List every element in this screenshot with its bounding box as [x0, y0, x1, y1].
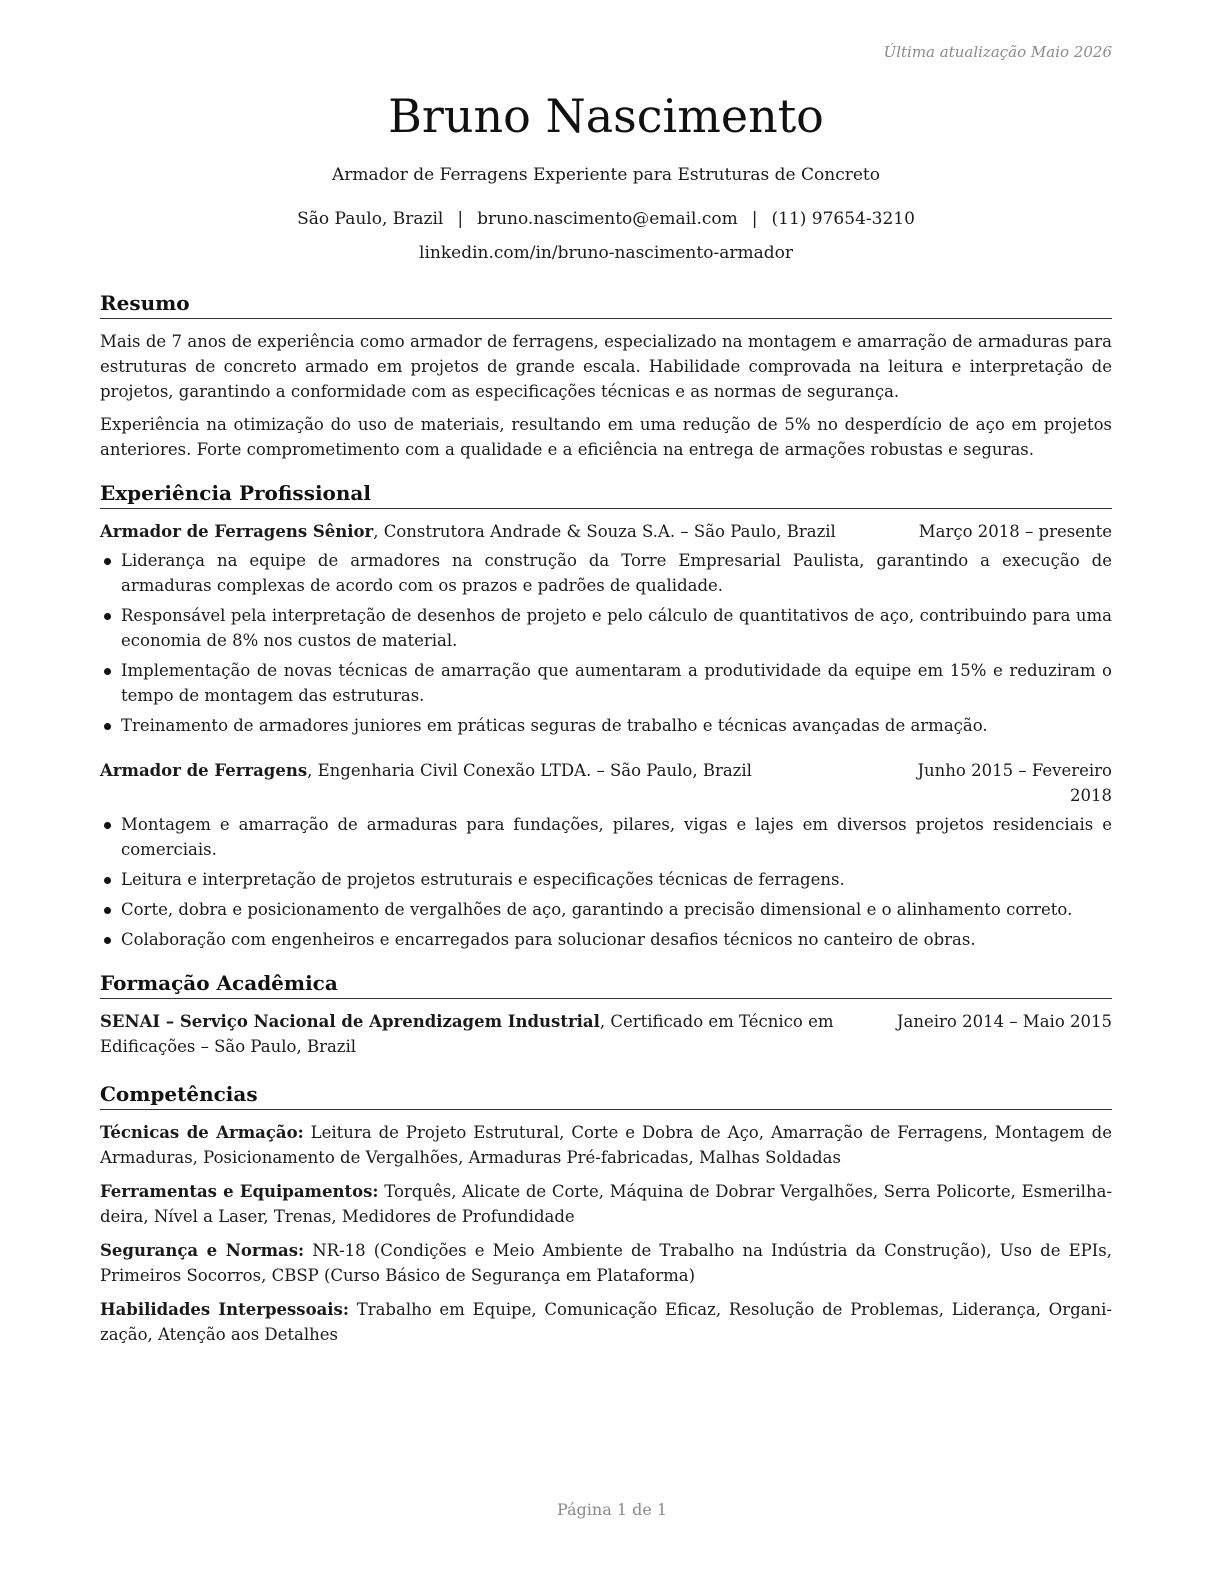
location: São Paulo, Brazil: [297, 209, 444, 229]
skill-label: Segurança e Normas:: [100, 1241, 305, 1260]
education-dates: Janeiro 2014 – Maio 2015: [896, 1012, 1112, 1031]
headline: Armador de Ferragens Experiente para Estruturas de Concreto: [331, 165, 880, 185]
page-number: Página 1 de 1: [556, 1500, 668, 1519]
skill-items: Trabalho em Equipe, Comunicação Eficaz, Resolução de Problemas, Liderança, Organização, Atenção aos Detalhes: [100, 1300, 1112, 1344]
job-role: Armador de Ferragens: [100, 761, 308, 780]
skill-items: Leitura de Projeto Estrutural, Corte e Dobra de Aço, Amarração de Ferragens, Montagem de Armaduras, Posicionamento de Vergalhões, Armaduras Pré-fabricadas, Malhas Soldadas: [100, 1123, 1113, 1167]
list-item: Montagem e amarração de armaduras para fundações, pilares, vigas e lajes em diversos projetos residenciais e comerciais.: [100, 812, 1112, 862]
skill-label: Técnicas de Armação:: [100, 1123, 304, 1142]
section-title-summary: Resumo: [100, 290, 1112, 319]
linkedin-link[interactable]: linkedin.com/in/bruno-nascimento-armador: [419, 243, 793, 263]
skill-label: Ferramentas e Equipamentos:: [100, 1182, 379, 1201]
skill-items: Torquês, Alicate de Corte, Máquina de Dobrar Vergalhões, Serra Policorte, Esmerilhadeira, Nível a Laser, Trenas, Medidores de Profundidade: [100, 1182, 1112, 1226]
list-item: Colaboração com engenheiros e encarregados para solucionar desafios técnicos no canteiro de obras.: [100, 927, 1112, 952]
summary-paragraph: Mais de 7 anos de experiência como armador de ferragens, especializado na montagem e amarração de armaduras para estruturas de concreto armado em projetos de grande escala. Habilidade comprovada na leitura e interpretação de projetos, garantindo a conformidade com as especificações técnicas e as normas de segurança.: [100, 332, 1112, 401]
job-company: , Engenharia Civil Conexão LTDA. – São Paulo, Brazil: [307, 761, 752, 780]
skill-group: [100, 1120, 1112, 1170]
list-item: Leitura e interpretação de projetos estruturais e especificações técnicas de ferragens.: [100, 867, 1112, 892]
education-institution: SENAI – Serviço Nacional de Aprendizagem Industrial: [100, 1012, 600, 1031]
job-entry: [100, 758, 1112, 952]
section-title-skills: Competências: [100, 1081, 1112, 1110]
contact-separator: |: [751, 209, 758, 229]
education-detail: , Certificado em Técnico em Edificações – São Paulo, Brazil: [100, 1012, 834, 1056]
summary-paragraph: Experiência na otimização do uso de materiais, resultando em uma redução de 5% no desperdício de aço em projetos anteriores. Forte comprometimento com a qualidade e a eficiência na entrega de armações robustas e seguras.: [100, 415, 1112, 459]
job-header: [100, 519, 1112, 544]
skill-group: [100, 1297, 1112, 1347]
skill-label: Habilidades Interpessoais:: [100, 1300, 349, 1319]
skill-items: NR-18 (Condições e Meio Ambiente de Trabalho na Indústria da Construção), Uso de EPIs, Primeiros Socorros, CBSP (Curso Básico de Segurança em Plataforma): [100, 1241, 1112, 1285]
job-dates: Junho 2015 – Fevereiro 2018: [917, 761, 1112, 805]
list-item: Responsável pela interpretação de desenhos de projeto e pelo cálculo de quantitativos de aço, contribuindo para uma economia de 8% nos custos de material.: [100, 603, 1112, 653]
phone: (11) 97654-3210: [771, 209, 915, 229]
resume-page: [100, 40, 1112, 1356]
list-item: Liderança na equipe de armadores na construção da Torre Empresarial Paulista, garantindo a execução de armaduras complexas de acordo com os prazos e padrões de qualidade.: [100, 548, 1112, 598]
section-title-education: Formação Acadêmica: [100, 970, 1112, 999]
job-dates: Março 2018 – presente: [918, 522, 1112, 541]
skill-group: [100, 1238, 1112, 1288]
job-bullets: [100, 548, 1112, 738]
job-entry: [100, 519, 1112, 738]
contact-separator: |: [457, 209, 464, 229]
education-entry: [100, 1009, 1112, 1059]
list-item: Corte, dobra e posicionamento de vergalhões de aço, garantindo a precisão dimensional e o alinhamento correto.: [100, 897, 1112, 922]
job-header: [100, 758, 1112, 808]
last-updated: Última atualização Maio 2026: [883, 43, 1112, 61]
skill-group: [100, 1179, 1112, 1229]
job-company: , Construtora Andrade & Souza S.A. – São Paulo, Brazil: [373, 522, 836, 541]
email-link[interactable]: bruno.nascimento@email.com: [477, 209, 738, 229]
contact-line: [100, 208, 1112, 230]
list-item: Implementação de novas técnicas de amarração que aumentaram a produtividade da equipe em 15% e reduziram o tempo de montagem das estruturas.: [100, 658, 1112, 708]
list-item: Treinamento de armadores juniores em práticas seguras de trabalho e técnicas avançadas de armação.: [100, 713, 1112, 738]
job-bullets: [100, 812, 1112, 952]
candidate-name: Bruno Nascimento: [388, 89, 824, 143]
job-role: Armador de Ferragens Sênior: [100, 522, 374, 541]
section-title-experience: Experiência Profissional: [100, 480, 1112, 509]
